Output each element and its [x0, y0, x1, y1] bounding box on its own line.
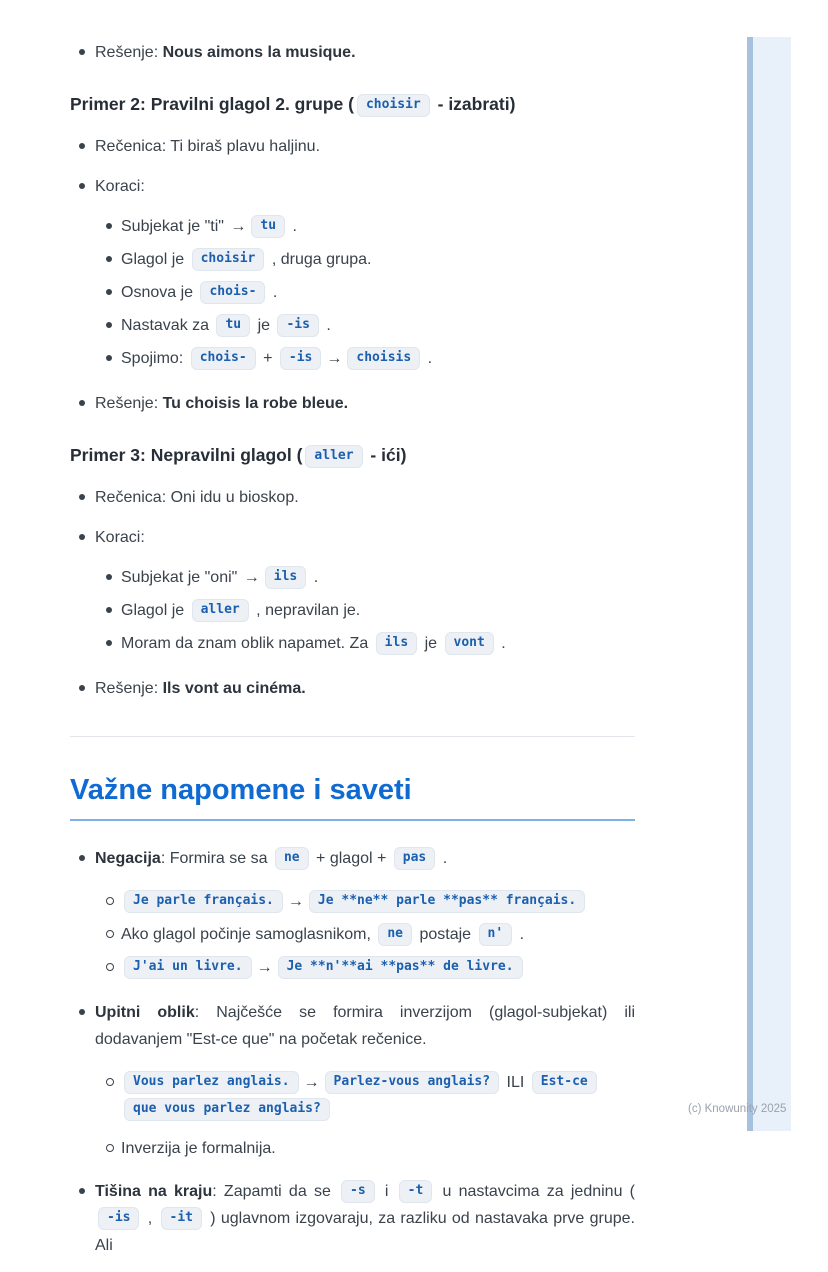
bullet-icon	[79, 49, 85, 55]
text: .	[321, 317, 331, 334]
text: Nastavak za	[121, 317, 214, 334]
code-chip: ils	[265, 566, 306, 589]
circle-bullet-icon	[106, 963, 114, 971]
list-item	[96, 888, 635, 915]
list-item-content	[95, 138, 320, 155]
text: , druga grupa.	[267, 251, 372, 268]
arrow-right-icon: →	[287, 893, 304, 910]
section-title	[70, 773, 635, 821]
code-chip: Je **ne** parle **pas** français.	[309, 890, 585, 913]
circle-bullet-icon	[106, 1144, 114, 1152]
list-item-content	[121, 602, 360, 619]
text: .	[423, 350, 433, 367]
text: , nepravilan je.	[251, 602, 361, 619]
bold-text: Negacija	[95, 850, 161, 867]
bullet-icon	[79, 855, 85, 861]
text: Rešenje:	[95, 680, 163, 697]
text: ILI	[502, 1074, 529, 1091]
code-chip: ne	[275, 847, 309, 870]
list-item	[96, 1135, 635, 1162]
code-chip: Je parle français.	[124, 890, 283, 913]
code-chip: -is	[277, 314, 318, 337]
code-chip: choisir	[357, 94, 430, 117]
document-content	[70, 26, 635, 1272]
bullet-icon	[79, 534, 85, 540]
list-item	[70, 524, 635, 551]
list-item-content	[121, 569, 318, 586]
code-chip: choisis	[347, 347, 420, 370]
list-item-content	[95, 999, 635, 1053]
list-item	[70, 173, 635, 200]
text: i	[377, 1183, 396, 1200]
bullet-icon	[106, 289, 112, 295]
bold-text: Nous aimons la musique.	[162, 44, 356, 61]
text: : Zapamti da se	[212, 1183, 339, 1200]
text: postaje	[415, 926, 476, 943]
code-chip: ne	[378, 923, 412, 946]
code-chip: choisir	[192, 248, 265, 271]
list-item-content	[121, 251, 371, 268]
text: Ako glagol počinje samoglasnikom,	[121, 926, 376, 943]
list-item-content	[121, 350, 432, 367]
code-chip: Est-ce	[532, 1071, 597, 1094]
list-item	[70, 484, 635, 511]
list-item-content	[95, 680, 306, 697]
list-item	[96, 246, 635, 273]
bold-text: Tu choisis la robe bleue.	[162, 395, 349, 412]
list-item-content	[95, 395, 348, 412]
bullet-icon	[106, 256, 112, 262]
copyright-text: (c) Knowunity 2025	[688, 1103, 787, 1115]
list-item	[96, 345, 635, 372]
list-item-content	[121, 893, 588, 910]
circle-bullet-icon	[106, 930, 114, 938]
text: Rešenje:	[95, 395, 163, 412]
code-chip: -t	[399, 1180, 433, 1203]
list-item-content	[121, 218, 297, 235]
text: : Najčešće se formira inverzijom (glagol-subjekat) ili dodavanjem "Est-ce que" na početak rečenice.	[95, 1004, 636, 1048]
text: Glagol je	[121, 602, 189, 619]
code-chip: -is	[280, 347, 321, 370]
list-item-content	[95, 1178, 635, 1259]
text: : Formira se sa	[160, 850, 272, 867]
text: Koraci:	[95, 178, 145, 195]
text: Koraci:	[95, 529, 145, 546]
code-chip: tu	[251, 215, 285, 238]
code-chip: chois-	[191, 347, 256, 370]
code-chip: Vous parlez anglais.	[124, 1071, 299, 1094]
text: Glagol je	[121, 251, 189, 268]
code-chip: aller	[192, 599, 249, 622]
bullet-icon	[79, 143, 85, 149]
text: +	[258, 350, 277, 367]
list-item-content	[121, 1140, 276, 1157]
list-item-content	[121, 959, 526, 976]
arrow-right-icon: →	[256, 959, 273, 976]
text: je	[420, 635, 442, 652]
list-item-content	[95, 178, 145, 195]
bullet-icon	[79, 494, 85, 500]
text: Rešenje:	[95, 44, 163, 61]
text: Rečenica: Oni idu u bioskop.	[95, 489, 299, 506]
bullet-icon	[79, 1009, 85, 1015]
text: Moram da znam oblik napamet. Za	[121, 635, 373, 652]
subsection-title	[70, 92, 635, 117]
code-chip: que vous parlez anglais?	[124, 1098, 330, 1121]
text: Subjekat je "ti"	[121, 218, 229, 235]
list-item	[70, 1178, 635, 1259]
text: - ići)	[365, 445, 407, 465]
bullet-icon	[106, 574, 112, 580]
code-chip: tu	[216, 314, 250, 337]
list-item	[96, 213, 635, 240]
code-chip: chois-	[200, 281, 265, 304]
list-item-content	[121, 1074, 600, 1118]
list-item	[70, 39, 635, 66]
code-chip: pas	[394, 847, 435, 870]
list-item	[96, 279, 635, 306]
list-item	[96, 312, 635, 339]
text: .	[438, 850, 448, 867]
list-item	[96, 597, 635, 624]
text: Primer 2: Pravilni glagol 2. grupe (	[70, 94, 354, 114]
list-item	[70, 390, 635, 417]
text: .	[515, 926, 525, 943]
text: - izabrati)	[432, 94, 516, 114]
arrow-right-icon: →	[303, 1074, 320, 1091]
text: Osnova je	[121, 284, 198, 301]
list-item	[96, 630, 635, 657]
code-chip: Parlez-vous anglais?	[325, 1071, 500, 1094]
code-chip: -is	[98, 1207, 139, 1230]
text: ,	[142, 1210, 158, 1227]
bullet-icon	[106, 223, 112, 229]
list-item-content	[95, 529, 145, 546]
code-chip: aller	[305, 445, 362, 468]
code-chip: -it	[161, 1207, 202, 1230]
list-item	[96, 921, 635, 948]
list-item	[70, 133, 635, 160]
bullet-icon	[106, 322, 112, 328]
text: .	[288, 218, 297, 235]
code-chip: n'	[479, 923, 513, 946]
bullet-icon	[79, 400, 85, 406]
text: Važne napomene i saveti	[70, 774, 412, 806]
list-item	[70, 845, 635, 872]
circle-bullet-icon	[106, 897, 114, 905]
bold-text: Upitni oblik	[95, 1004, 195, 1021]
code-chip: Je **n'**ai **pas** de livre.	[278, 956, 523, 979]
list-item-content	[121, 317, 331, 334]
bullet-icon	[106, 640, 112, 646]
text: Rečenica: Ti biraš plavu haljinu.	[95, 138, 321, 155]
bullet-icon	[79, 1188, 85, 1194]
text: .	[496, 635, 506, 652]
text: Subjekat je "oni"	[121, 569, 242, 586]
divider	[70, 736, 635, 737]
side-scroll-panel	[747, 37, 791, 1131]
text: Spojimo:	[121, 350, 188, 367]
arrow-right-icon: →	[230, 218, 247, 235]
list-item-content	[95, 44, 356, 61]
text: ) uglavnom izgovaraju, za razliku od nastavaka prve grupe. Ali	[95, 1210, 635, 1254]
text: Inverzija je formalnija.	[121, 1140, 276, 1157]
code-chip: J'ai un livre.	[124, 956, 252, 979]
list-item-content	[121, 284, 277, 301]
list-item-content	[95, 489, 299, 506]
code-chip: ils	[376, 632, 417, 655]
arrow-right-icon: →	[326, 350, 343, 367]
bold-text: Ils vont au cinéma.	[162, 680, 306, 697]
bullet-icon	[79, 183, 85, 189]
text: .	[268, 284, 278, 301]
bold-text: Tišina na kraju	[95, 1183, 213, 1200]
text: .	[309, 569, 319, 586]
list-item	[70, 675, 635, 702]
subsection-title	[70, 443, 635, 468]
bullet-icon	[79, 685, 85, 691]
text: Primer 3: Nepravilni glagol (	[70, 445, 303, 465]
list-item	[96, 1069, 635, 1123]
list-item	[96, 954, 635, 981]
code-chip: -s	[341, 1180, 375, 1203]
circle-bullet-icon	[106, 1078, 114, 1086]
list-item	[96, 564, 635, 591]
bullet-icon	[106, 607, 112, 613]
text: u nastavcima za jedninu (	[435, 1183, 636, 1200]
text: je	[253, 317, 275, 334]
code-chip: vont	[445, 632, 494, 655]
arrow-right-icon: →	[243, 569, 260, 586]
list-item-content	[95, 850, 447, 867]
bullet-icon	[106, 355, 112, 361]
text: + glagol +	[311, 850, 391, 867]
list-item	[70, 999, 635, 1053]
list-item-content	[121, 926, 524, 943]
list-item-content	[121, 635, 506, 652]
